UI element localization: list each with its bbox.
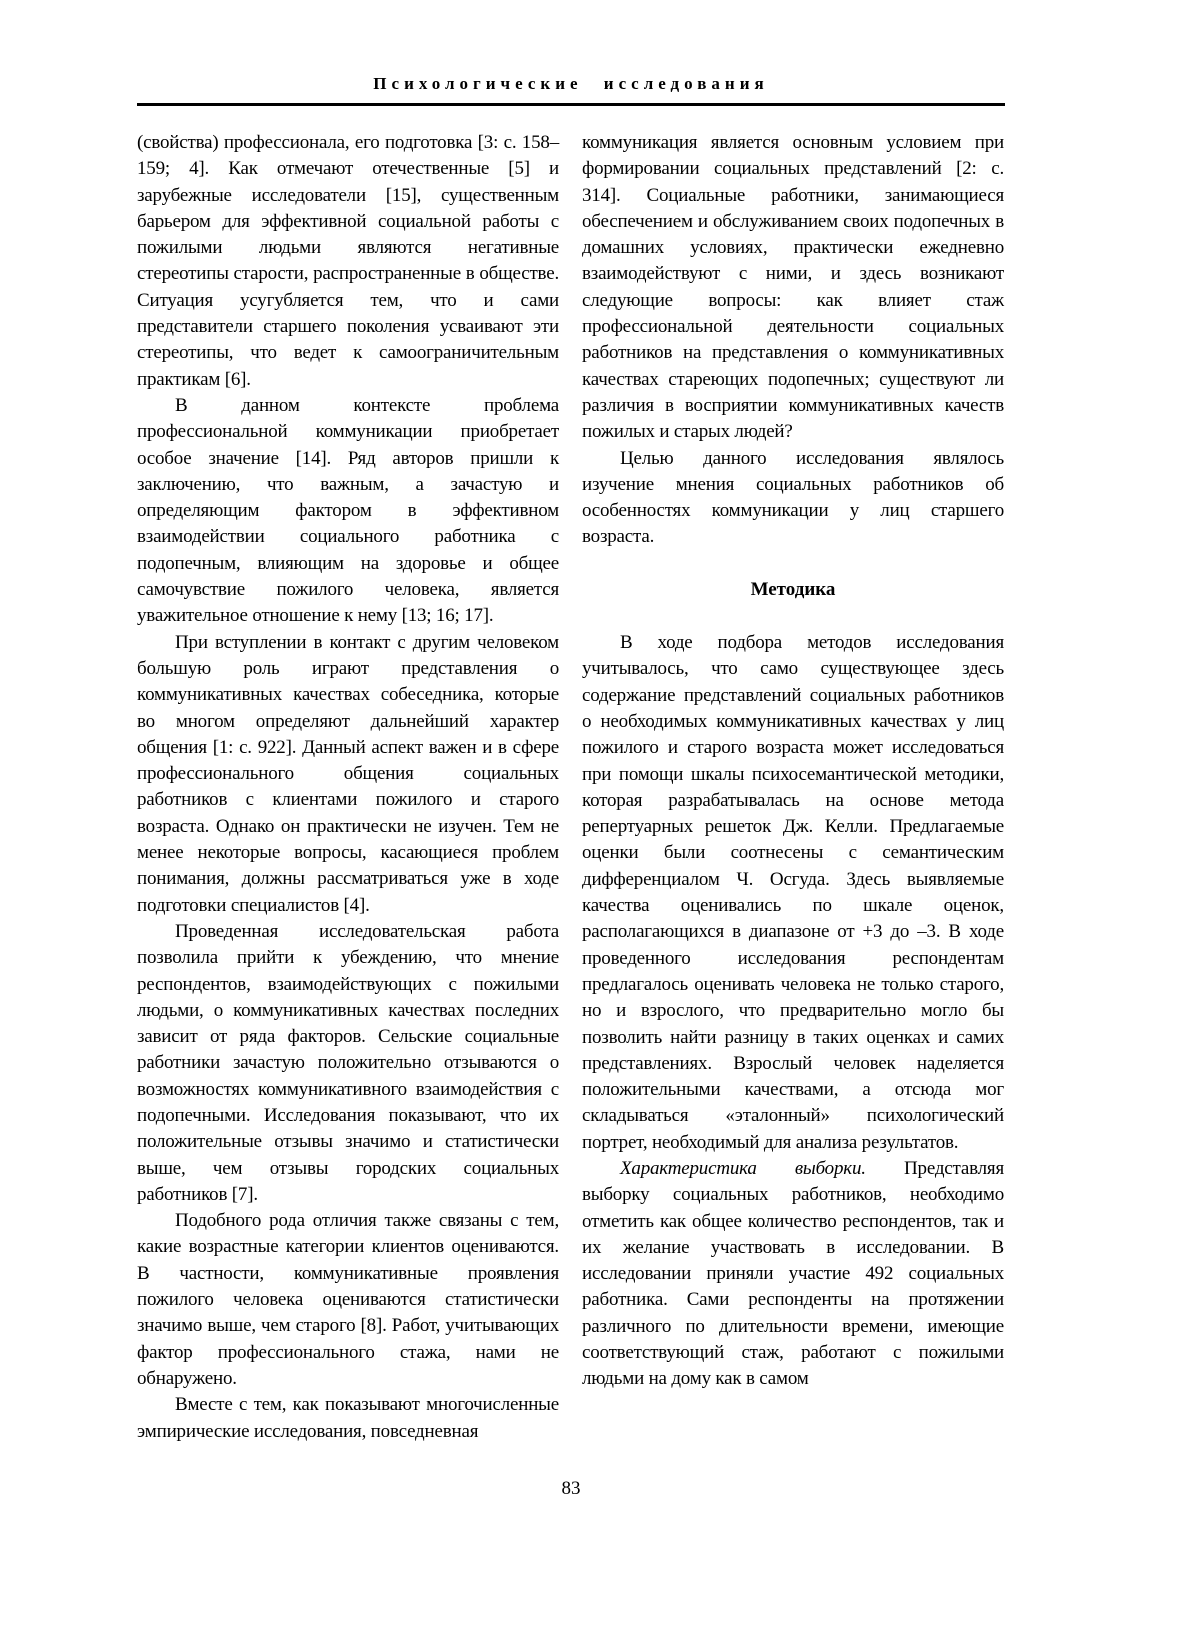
journal-header: Психологические исследования: [373, 74, 769, 93]
page-number: 83: [561, 1478, 581, 1499]
paragraph: В ходе подбора методов исследования учитывалось, что само существующее здесь содержание представлений социальных работников о необходимых коммуникативных качествах у лиц пожилого и старого возраста может исследоваться при помощи шкалы психосемантической методики, которая разрабатывалась на основе метода репертуарных решеток Дж. Келли. Предлагаемые оценки были соотнесены с семантическим дифференциалом Ч. Осгуда. Здесь выявляемые качества оценивались по шкале оценок, располагающихся в диапазоне от +3 до –3. В ходе проведенного исследования респондентам предлагалось оценивать человека не только старого, но и взрослого, что предварительно могло бы позволить найти разницу в таких оценках и самих представлениях. Взрослый человек наделяется положительными качествами, а отсюда мог складываться «эталонный» психологический портрет, необходимый для анализа результатов.: [582, 632, 1004, 1153]
paragraph: Подобного рода отличия также связаны с тем, какие возрастные категории клиентов оцениваются. В частности, коммуникативные проявления пожилого человека оцениваются статистически значимо выше, чем старого [8]. Работ, учитывающих фактор профессионального стажа, нами не обнаружено.: [137, 1210, 559, 1389]
sample-characteristics-lead: Характеристика выборки.: [620, 1157, 866, 1179]
section-heading: Методика: [750, 578, 836, 600]
paragraph: Вместе с тем, как показывают многочисленные эмпирические исследования, повседневная: [137, 1394, 559, 1442]
paragraph: В данном контексте проблема профессиональной коммуникации приобретает особое значение [14]. Ряд авторов пришли к заключению, что важным, а зачастую и определяющим фактором в эффективном взаимодействии социального работника с подопечным, влияющим на здоровье и общее самочувствие пожилого человека, является уважительное отношение к нему [13; 16; 17].: [137, 394, 559, 627]
sample-characteristics-text: Представляя выборку социальных работников, необходимо отметить как общее количество респондентов, так и их желание участвовать в исследовании. В исследовании приняли участие 492 социальных работника. Сами респонденты на протяжении различного по длительности времени, имеющие соответствующий стаж, работают с пожилыми людьми на дому как в самом: [582, 1157, 1004, 1390]
header-rule: [137, 103, 1005, 106]
paragraph: [582, 1156, 1004, 1393]
paragraph: (свойства) профессионала, его подготовка [3: с. 158–159; 4]. Как отмечают отечественные [5] и зарубежные исследователи [15], существенным барьером для эффективной социальной работы с пожилыми людьми являются негативные стереотипы старости, распространенные в обществе. Ситуация усугубляется тем, что и сами представители старшего поколения усваивают эти стереотипы, что ведет к самоограничительным практикам [6].: [137, 132, 559, 390]
paragraph: При вступлении в контакт с другим человеком большую роль играют представления о коммуникативных качествах собеседника, которые во многом определяют дальнейший характер общения [1: с. 922]. Данный аспект важен и в сфере профессионального общения социальных работников с клиентами пожилого и старого возраста. Однако он практически не изучен. Тем не менее некоторые вопросы, касающиеся проблем понимания, должны рассматриваться уже в ходе подготовки специалистов [4].: [137, 631, 559, 916]
two-column-text-block: [137, 130, 1005, 1445]
paragraph: Целью данного исследования являлось изучение мнения социальных работников об особенностях коммуникации у лиц старшего возраста.: [582, 447, 1004, 548]
paragraph: коммуникация является основным условием при формировании социальных представлений [2: с. 314]. Социальные работники, занимающиеся обеспечением и обслуживанием своих подопечных в домашних условиях, практически ежедневно взаимодействуют с ними, и здесь возникают следующие вопросы: как влияет стаж профессиональной деятельности социальных работников на представления о коммуникативных качествах стареющих подопечных; существуют ли различия в восприятии коммуникативных качеств пожилых и старых людей?: [582, 132, 1004, 443]
left-column: [137, 130, 559, 1445]
page-content: [137, 74, 1005, 1445]
right-column: [582, 130, 1004, 1445]
paragraph: Проведенная исследовательская работа позволила прийти к убеждению, что мнение респондентов, взаимодействующих с пожилыми людьми, о коммуникативных качествах последних зависит от ряда факторов. Сельские социальные работники зачастую положительно отзываются о возможностях коммуникативного взаимодействия с подопечными. Исследования показывают, что их положительные отзывы значимо и статистически выше, чем отзывы городских социальных работников [7].: [137, 920, 559, 1205]
